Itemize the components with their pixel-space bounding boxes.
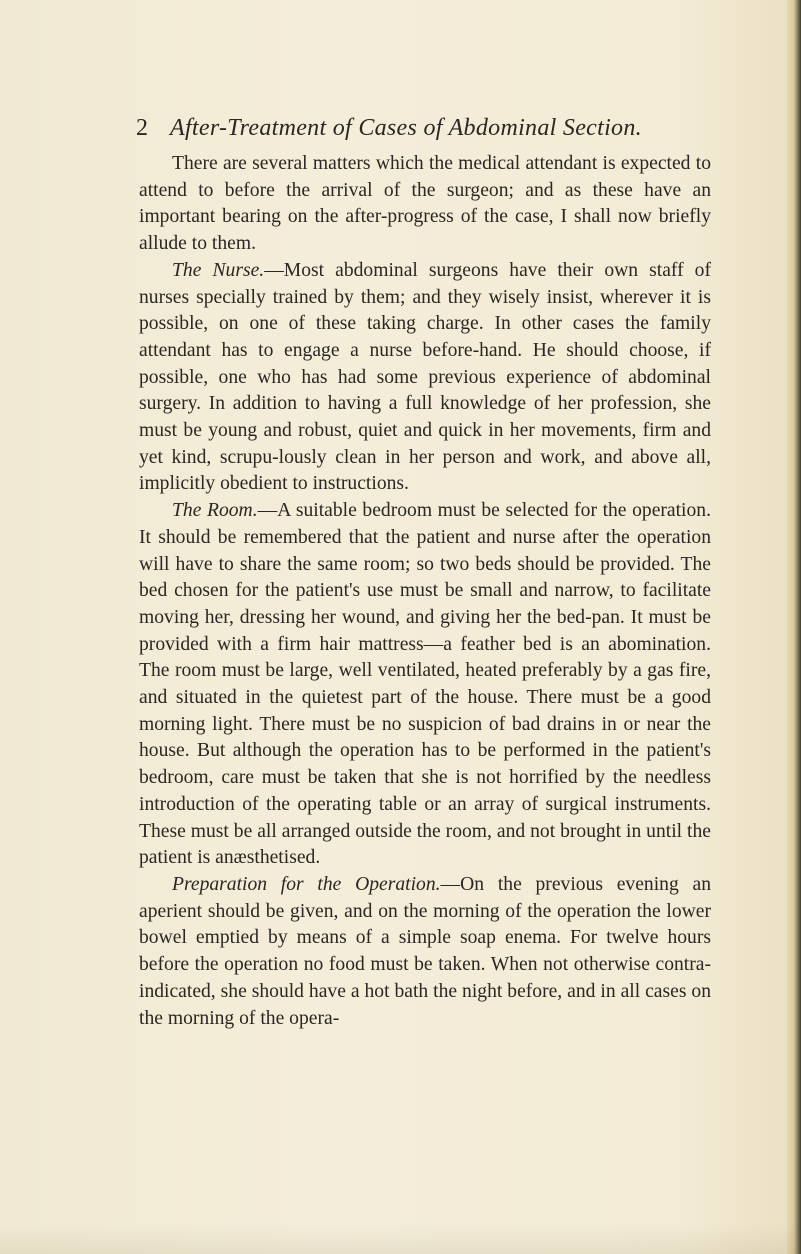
paragraph-nurse bbox=[139, 258, 711, 498]
paragraph-text: —A suitable bedroom must be selected for the operation. It should be remembered that the patient and nurse after the operation will have to share the same room; so two beds should be provided. The bed chosen for the patient's use must be small and narrow, to facilitate moving her, dressing her wound, and giving her the bed-pan. It must be provided with a firm hair mattress—a feather bed is an abomination. The room must be large, well ventilated, heated preferably by a gas fire, and situated in the quietest part of the house. There must be a good morning light. There must be no suspicion of bad drains in or near the house. But although the operation has to be performed in the patient's bedroom, care must be taken that she is not horrified by the needless introduction of the operating table or an array of surgical instruments. These must be all arranged outside the room, and not brought in until the patient is anæsthetised. bbox=[139, 500, 711, 869]
section-heading-preparation: Preparation for the Operation. bbox=[172, 873, 441, 895]
paragraph-text: There are several matters which the medical attendant is expected to attend to before the arrival of the surgeon; and as these have an important bearing on the after-progress of the case, I shall now briefly allude to them. bbox=[139, 153, 711, 255]
section-heading-room: The Room. bbox=[172, 500, 258, 522]
paragraph-preparation bbox=[139, 872, 711, 1032]
page-bottom-shadow bbox=[0, 1224, 801, 1254]
paragraph-room bbox=[139, 498, 711, 872]
page-number: 2 bbox=[136, 115, 148, 141]
paragraph-text: —Most abdominal surgeons have their own staff of nurses specially trained by them; and they wisely insist, wherever it is possible, on one of these taking charge. In other cases the family attendant has to engage a nurse before-hand. He should choose, if possible, one who has had some previous experience of abdominal surgery. In addition to having a full knowledge of her profession, she must be young and robust, quiet and quick in her movements, firm and yet kind, scrupu-lously clean in her person and work, and above all, implicitly obedient to instructions. bbox=[139, 259, 711, 495]
paragraph-intro bbox=[139, 151, 711, 258]
section-heading-nurse: The Nurse. bbox=[172, 259, 265, 281]
running-head bbox=[136, 108, 716, 148]
page-edge bbox=[787, 0, 801, 1254]
body-text bbox=[139, 151, 711, 1032]
running-title: After-Treatment of Cases of Abdominal Section. bbox=[170, 115, 642, 141]
paragraph-text: —On the previous evening an aperient should be given, and on the morning of the operation the lower bowel emptied by means of a simple soap enema. For twelve hours before the operation no food must be taken. When not otherwise contra-indicated, she should have a hot bath the night before, and in all cases on the morning of the opera- bbox=[139, 873, 711, 1029]
